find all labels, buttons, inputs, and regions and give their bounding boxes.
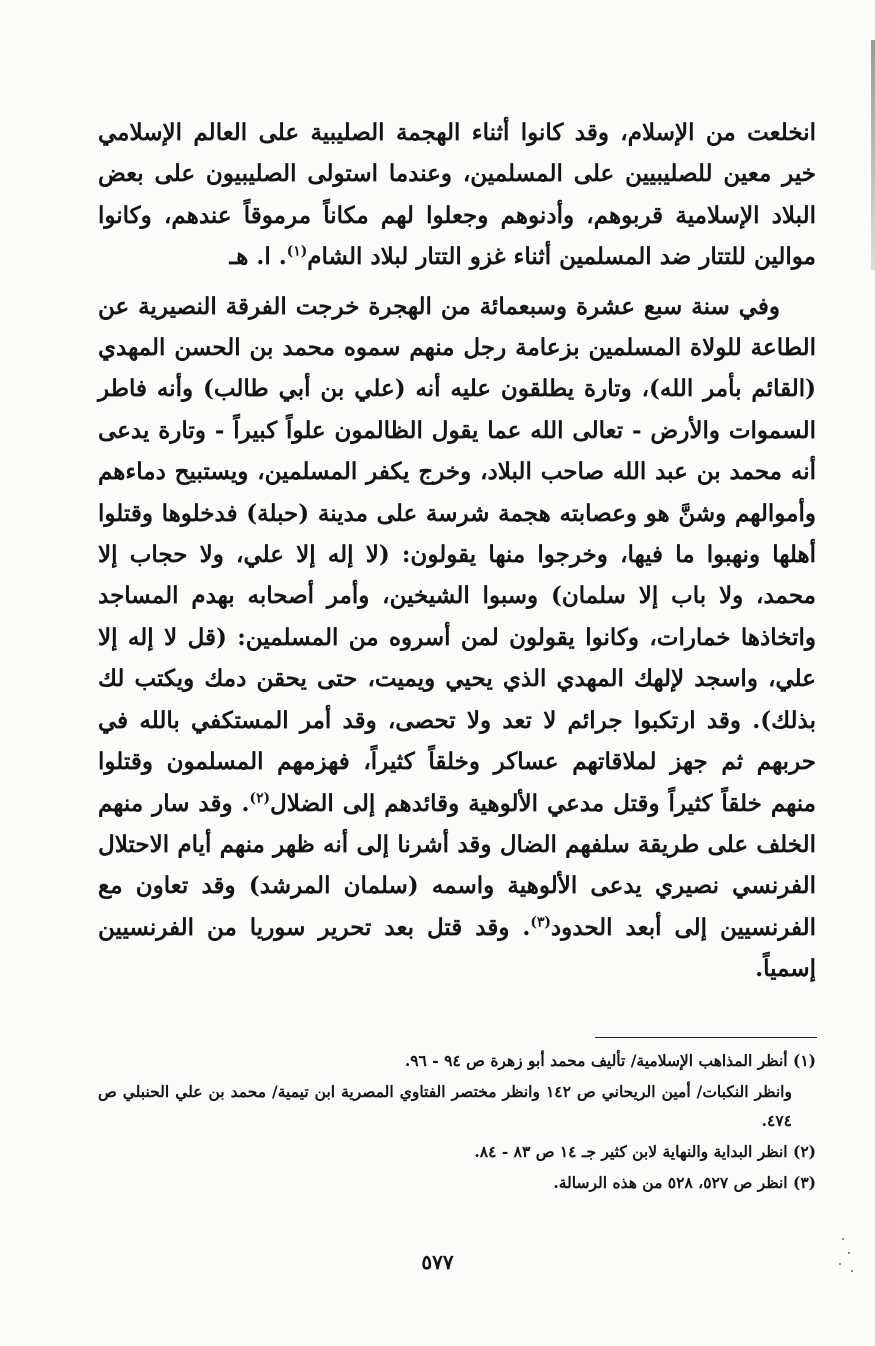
- paragraph-1: [98, 112, 816, 278]
- footnote-3: (٣) انظر ص ٥٢٧، ٥٢٨ من هذه الرسالة.: [553, 1173, 816, 1192]
- paragraph-1-end: . ا. هـ: [229, 243, 287, 271]
- scan-speck: [848, 1252, 850, 1254]
- footnote-1-continuation: وانظر النكبات/ أمين الريحاني ص ١٤٢ وانظر مختصر الفتاوي المصرية ابن تيمية/ محمد بن علي الحنبلي ص ٤٧٤.: [98, 1082, 792, 1130]
- paragraph-2-text: وفي سنة سبع عشرة وسبعمائة من الهجرة خرجت الفرقة النصيرية عن الطاعة للولاة المسلمين بزعامة رجل منهم سموه محمد بن الحسن المهدي (القائم بأمر الله)، وتارة يطلقون عليه أنه (علي بن أبي طالب) وأنه فاطر السموات والأرض - تعالى الله عما يقول الظالمون علواً كبيراً - وتارة يدعى أنه محمد بن عبد الله صاحب البلاد، وخرج يكفر المسلمين، ويستبيح دماءهم وأموالهم وشنَّ هو وعصابته هجمة شرسة على مدينة (حبلة) فدخلوها وقتلوا أهلها ونهبوا ما فيها، وخرجوا منها يقولون: (لا إله إلا علي، ولا حجاب إلا محمد، ولا باب إلا سلمان) وسبوا الشيخين، وأمر أصحابه بهدم المساجد واتخاذها خمارات، وكانوا يقولون لمن أسروه من المسلمين: (قل لا إله إلا علي، واسجد لإلهك المهدي الذي يحيي ويميت، حتى يحقن دمك ويكتب لك بذلك). وقد ارتكبوا جرائم لا تعد ولا تحصى، وقد أمر المستكفي بالله في حربهم ثم جهز لملاقاتهم عساكر وخلقاً كثيراً، فهزمهم المسلمون وقتلوا منهم خلقاً كثيراً وقتل مدعي الألوهية وقائدهم إلى الضلال: [98, 292, 816, 817]
- paragraph-2-end: . وقد قتل بعد تحرير سوريا من الفرنسيين إسمياً.: [98, 913, 816, 983]
- scan-speck: [851, 1270, 853, 1272]
- scan-speck: [842, 1238, 844, 1240]
- page-number: ٥٧٧: [421, 1250, 454, 1274]
- footnotes: [98, 1046, 816, 1199]
- body-text: [98, 112, 816, 990]
- paragraph-1-text: انخلعت من الإسلام، وقد كانوا أثناء الهجمة الصليبية على العالم الإسلامي خير معين للصليبيين على المسلمين، وعندما استولى الصليبيون على بعض البلاد الإسلامية قربوهم، وأدنوهم وجعلوا لهم مكاناً مرموقاً عندهم، وكانوا موالين للتتار ضد المسلمين أثناء غزو التتار لبلاد الشام: [98, 119, 816, 271]
- footnote-ref-2: (٢): [249, 789, 271, 806]
- footnote-1: (١) أنظر المذاهب الإسلامية/ تأليف محمد أبو زهرة ص ٩٤ - ٩٦.: [404, 1051, 816, 1070]
- footnote-ref-3: (٣): [530, 914, 551, 931]
- footnote-separator: [595, 1037, 817, 1038]
- paragraph-2: [98, 286, 816, 990]
- paragraph-2-middle: . وقد سار منهم الخلف على طريقة سلفهم الضال وقد أشرنا إلى أنه ظهر منهم أيام الاحتلال الفرنسي نصيري يدعى الألوهية واسمه (سلمان المرشد) وقد تعاون مع الفرنسيين إلى أبعد الحدود: [98, 789, 817, 941]
- scan-speck: [839, 1263, 841, 1265]
- footnote-ref-1: (١): [286, 243, 308, 260]
- footnote-2: (٢) انظر البداية والنهاية لابن كثير جـ ١٤ ص ٨٣ - ٨٤.: [474, 1142, 816, 1161]
- page-edge-shadow: [871, 40, 875, 270]
